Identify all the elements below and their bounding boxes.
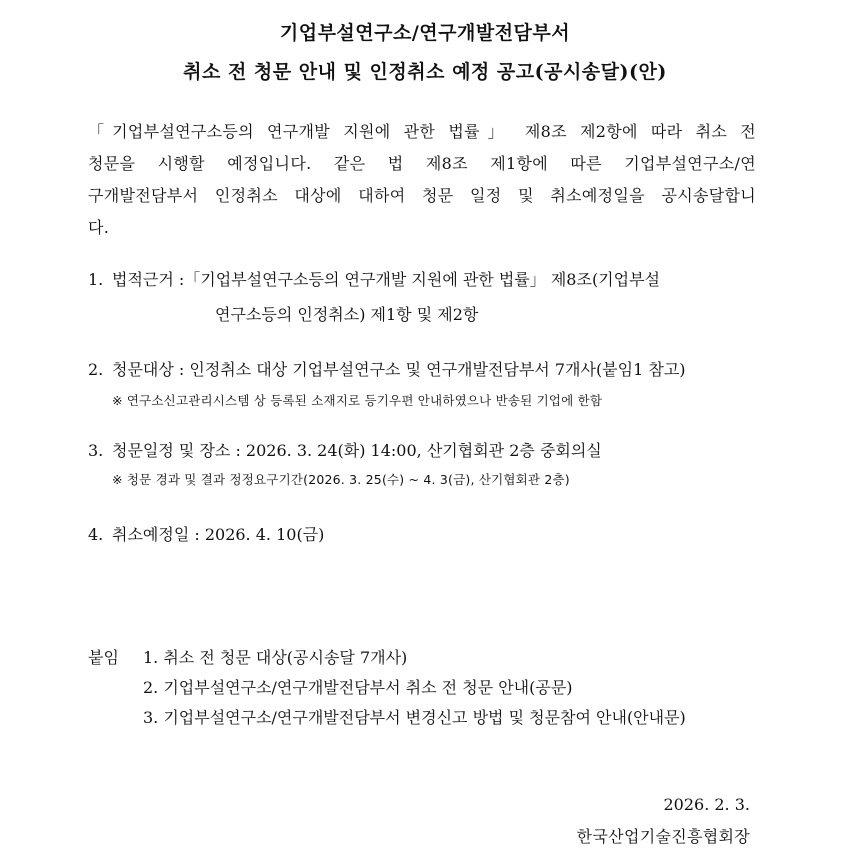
item-text: 청문대상 : 인정취소 대상 기업부설연구소 및 연구개발전담부서 7개사(붙임1 참고) xyxy=(112,360,686,379)
item-hearing-target-note: ※ 연구소신고관리시스템 상 등록된 소재지로 등기우편 안내하였으나 반송된 기업에 한함 xyxy=(112,393,603,408)
item-cancel-date xyxy=(88,520,756,550)
intro-line-3: 구개발전담부서 인정취소 대상에 대하여 청문 일정 및 취소예정일을 공시송달합니 xyxy=(88,186,756,205)
item-text: 취소예정일 : 2026. 4. 10(금) xyxy=(112,525,325,544)
document-title-line-1: 기업부설연구소/연구개발전담부서 xyxy=(279,22,571,44)
intro-line-4: 다. xyxy=(88,218,110,237)
item-number: 1. xyxy=(88,270,104,289)
item-legal-basis-continuation: 연구소등의 인정취소) 제1항 및 제2항 xyxy=(215,305,479,324)
attachments-label: 붙임 xyxy=(88,648,119,667)
attachment-item-3: 3. 기업부설연구소/연구개발전담부서 변경신고 방법 및 청문참여 안내(안내문) xyxy=(143,708,686,727)
item-hearing-schedule xyxy=(88,436,756,466)
item-hearing-target xyxy=(88,355,756,385)
item-text: 법적근거 :「기업부설연구소등의 연구개발 지원에 관한 법률」 제8조(기업부설 xyxy=(112,270,661,289)
issuer-name: 한국산업기술진흥협회장 xyxy=(576,827,750,846)
document-title-line-2: 취소 전 청문 안내 및 인정취소 예정 공고(공시송달)(안) xyxy=(183,61,667,83)
item-text: 청문일정 및 장소 : 2026. 3. 24(화) 14:00, 산기협회관 2층 중회의실 xyxy=(112,441,602,460)
intro-line-2: 청문을 시행할 예정입니다. 같은 법 제8조 제1항에 따른 기업부설연구소/연 xyxy=(88,154,756,173)
item-number: 2. xyxy=(88,360,104,379)
attachment-item-2: 2. 기업부설연구소/연구개발전담부서 취소 전 청문 안내(공문) xyxy=(143,678,573,697)
attachment-item-1: 1. 취소 전 청문 대상(공시송달 7개사) xyxy=(143,648,408,667)
intro-line-1: 「기업부설연구소등의 연구개발 지원에 관한 법률」 제8조 제2항에 따라 취소 전 xyxy=(88,122,756,141)
issue-date: 2026. 2. 3. xyxy=(663,795,750,814)
intro-paragraph xyxy=(88,116,756,244)
item-number: 4. xyxy=(88,525,104,544)
item-number: 3. xyxy=(88,441,104,460)
item-legal-basis xyxy=(88,265,756,295)
item-hearing-schedule-note: ※ 청문 경과 및 결과 정정요구기간(2026. 3. 25(수) ~ 4. 3(금), 산기협회관 2층) xyxy=(112,472,570,487)
